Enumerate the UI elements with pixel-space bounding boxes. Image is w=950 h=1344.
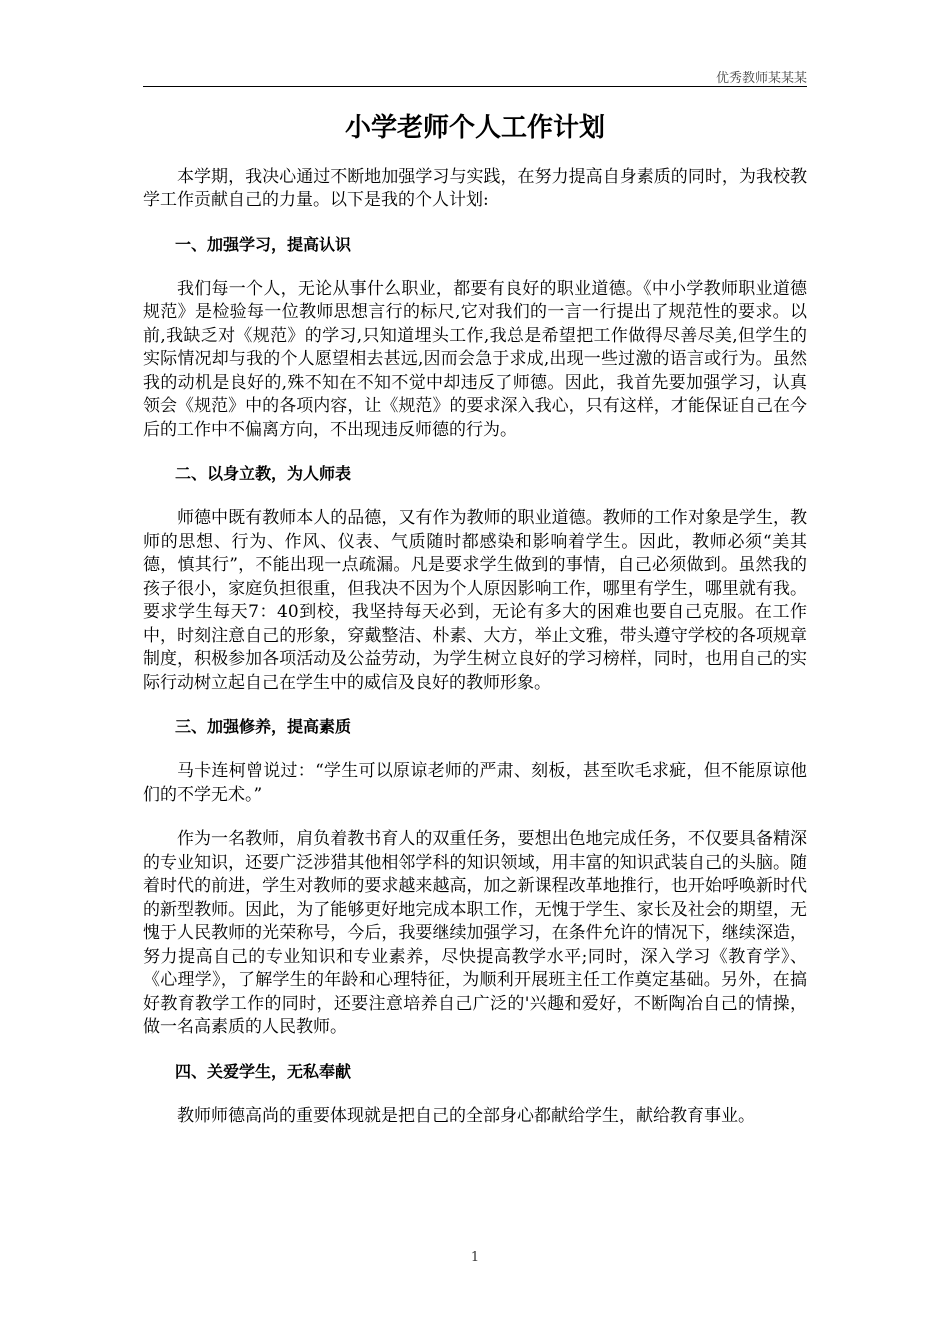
document-title: 小学老师个人工作计划 bbox=[344, 113, 605, 143]
section-heading-1: 一、加强学习，提高认识 bbox=[175, 234, 352, 254]
section-2-paragraph-1: 师德中既有教师本人的品德，又有作为教师的职业道德。教师的工作对象是学生，教师的思想、行为、作风、仪表、气质随时都感染和影响着学生。因此，教师必须“美其德，慎其行”，不能出现一点疏漏。凡是要求学生做到的事情，自己必须做到。虽然我的孩子很小，家庭负担很重，但我决不因为个人原因影响工作，哪里有学生，哪里就有我。要求学生每天7：40到校，我坚持每天必到，无论有多大的困难也要自己克服。在工作中，时刻注意自己的形象，穿戴整洁、朴素、大方，举止文雅，带头遵守学校的各项规章制度，积极参加各项活动及公益劳动，为学生树立良好的学习榜样，同时，也用自己的实际行动树立起自己在学生中的威信及良好的教师形象。 bbox=[143, 508, 807, 693]
section-3-paragraph-1: 马卡连柯曾说过：“学生可以原谅老师的严肃、刻板，甚至吹毛求疵，但不能原谅他们的不学无术。” bbox=[143, 761, 807, 805]
section-1-paragraph-1: 我们每一个人，无论从事什么职业，都要有良好的职业道德。《中小学教师职业道德规范》是检验每一位教师思想言行的标尺,它对我们的一言一行提出了规范性的要求。以前,我缺乏对《规范》的学习,只知道埋头工作,我总是希望把工作做得尽善尽美,但学生的实际情况却与我的个人愿望相去甚远,因而会急于求成,出现一些过激的语言或行为。虽然我的动机是良好的,殊不知在不知不觉中却违反了师德。因此，我首先要加强学习，认真领会《规范》中的各项内容，让《规范》的要求深入我心，只有这样，才能保证自己在今后的工作中不偏离方向，不出现违反师德的行为。 bbox=[143, 278, 807, 440]
section-heading-3: 三、加强修养，提高素质 bbox=[175, 717, 352, 737]
section-4-paragraph-1: 教师师德高尚的重要体现就是把自己的全部身心都献给学生，献给教育事业。 bbox=[177, 1105, 755, 1126]
intro-paragraph: 本学期，我决心通过不断地加强学习与实践，在努力提高自身素质的同时，为我校教学工作贡献自己的力量。以下是我的个人计划: bbox=[143, 166, 807, 211]
page-number: 1 bbox=[470, 1250, 480, 1265]
page-header-text: 优秀教师某某某 bbox=[715, 71, 807, 86]
header-rule bbox=[143, 86, 807, 87]
section-heading-2: 二、以身立教，为人师表 bbox=[175, 464, 352, 484]
document-body bbox=[143, 112, 807, 1149]
section-3-paragraph-2: 作为一名教师，肩负着教书育人的双重任务，要想出色地完成任务，不仅要具备精深的专业知识，还要广泛涉猎其他相邻学科的知识领域，用丰富的知识武装自己的头脑。随着时代的前进，学生对教师的要求越来越高，加之新课程改革地推行，也开始呼唤新时代的新型教师。因此，为了能够更好地完成本职工作，无愧于学生、家长及社会的期望，无愧于人民教师的光荣称号，今后，我要继续加强学习，在条件允许的情况下，继续深造，努力提高自己的专业知识和专业素养，尽快提高教学水平;同时，深入学习《教育学》、《心理学》，了解学生的年龄和心理特征，为顺利开展班主任工作奠定基础。另外，在搞好教育教学工作的同时，还要注意培养自己广泛的'兴趣和爱好，不断陶冶自己的情操，做一名高素质的人民教师。 bbox=[143, 829, 807, 1038]
section-heading-4: 四、关爱学生，无私奉献 bbox=[175, 1061, 352, 1081]
